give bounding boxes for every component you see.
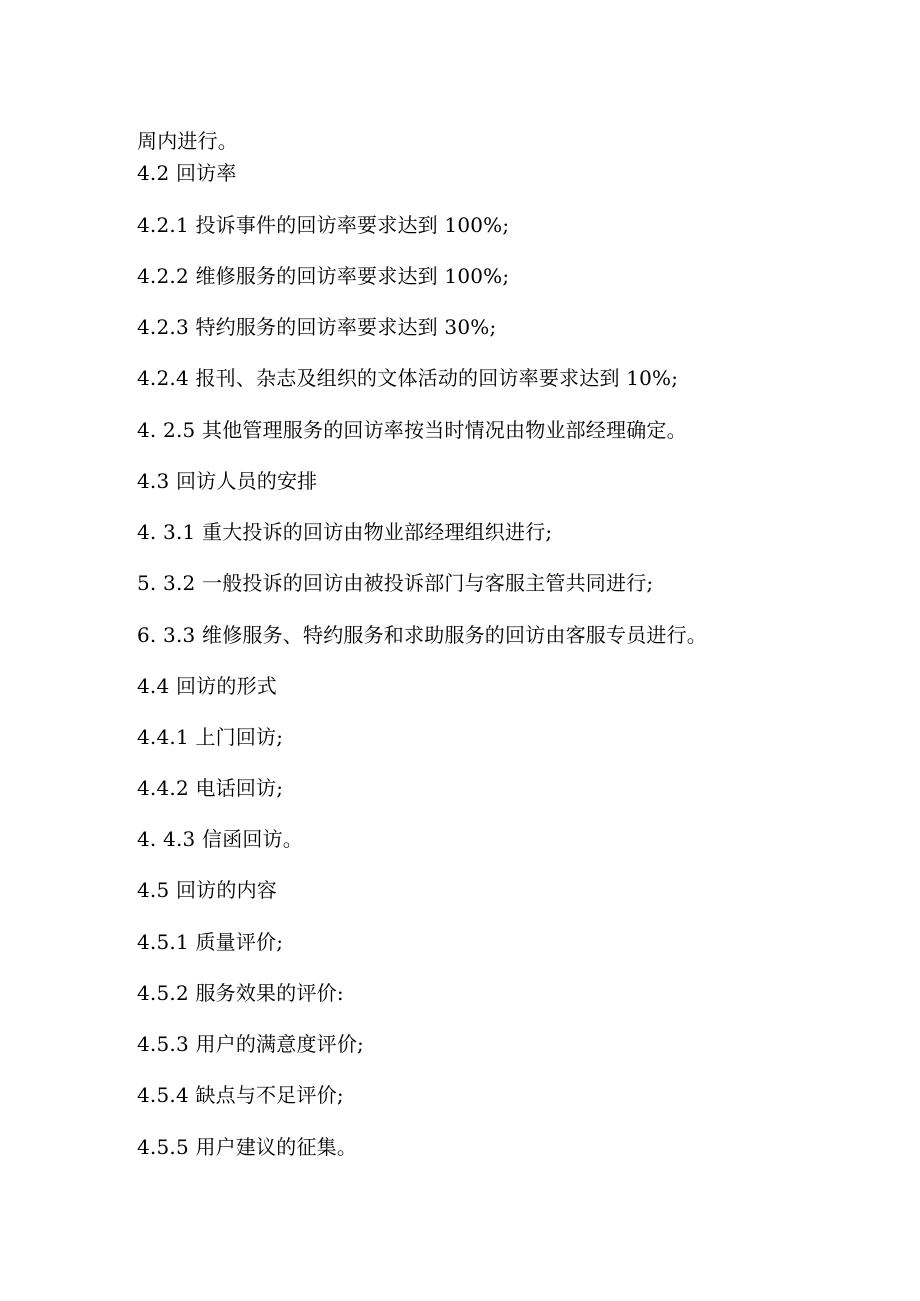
text-line: 4.5.3 用户的满意度评价;	[137, 1032, 364, 1056]
section-heading: 4.4 回访的形式	[137, 674, 277, 698]
text-line: 周内进行。	[137, 129, 238, 153]
text-line: 4.2.1 投诉事件的回访率要求达到 100%;	[137, 213, 510, 237]
section-heading: 4.5 回访的内容	[137, 878, 277, 902]
text-line: 4.4.2 电话回访;	[137, 776, 284, 800]
text-line: 5. 3.2 一般投诉的回访由被投诉部门与客服主管共同进行;	[137, 571, 654, 595]
text-line: 4.2.4 报刊、杂志及组织的文体活动的回访率要求达到 10%;	[137, 366, 679, 390]
text-line: 4. 3.1 重大投诉的回访由物业部经理组织进行;	[137, 520, 553, 544]
text-line: 4. 4.3 信函回访。	[137, 827, 304, 851]
text-line: 4.4.1 上门回访;	[137, 725, 284, 749]
section-heading: 4.2 回访率	[137, 161, 237, 185]
text-line: 4.2.2 维修服务的回访率要求达到 100%;	[137, 264, 510, 288]
section-heading: 4.3 回访人员的安排	[137, 469, 318, 493]
text-line: 4.5.1 质量评价;	[137, 930, 284, 954]
text-line: 4.2.3 特约服务的回访率要求达到 30%;	[137, 315, 497, 339]
text-line: 4.5.4 缺点与不足评价;	[137, 1083, 344, 1107]
text-line: 4.5.2 服务效果的评价:	[137, 981, 344, 1005]
text-line: 4.5.5 用户建议的征集。	[137, 1135, 358, 1159]
text-line: 6. 3.3 维修服务、特约服务和求助服务的回访由客服专员进行。	[137, 623, 708, 647]
text-line: 4. 2.5 其他管理服务的回访率按当时情况由物业部经理确定。	[137, 418, 687, 442]
